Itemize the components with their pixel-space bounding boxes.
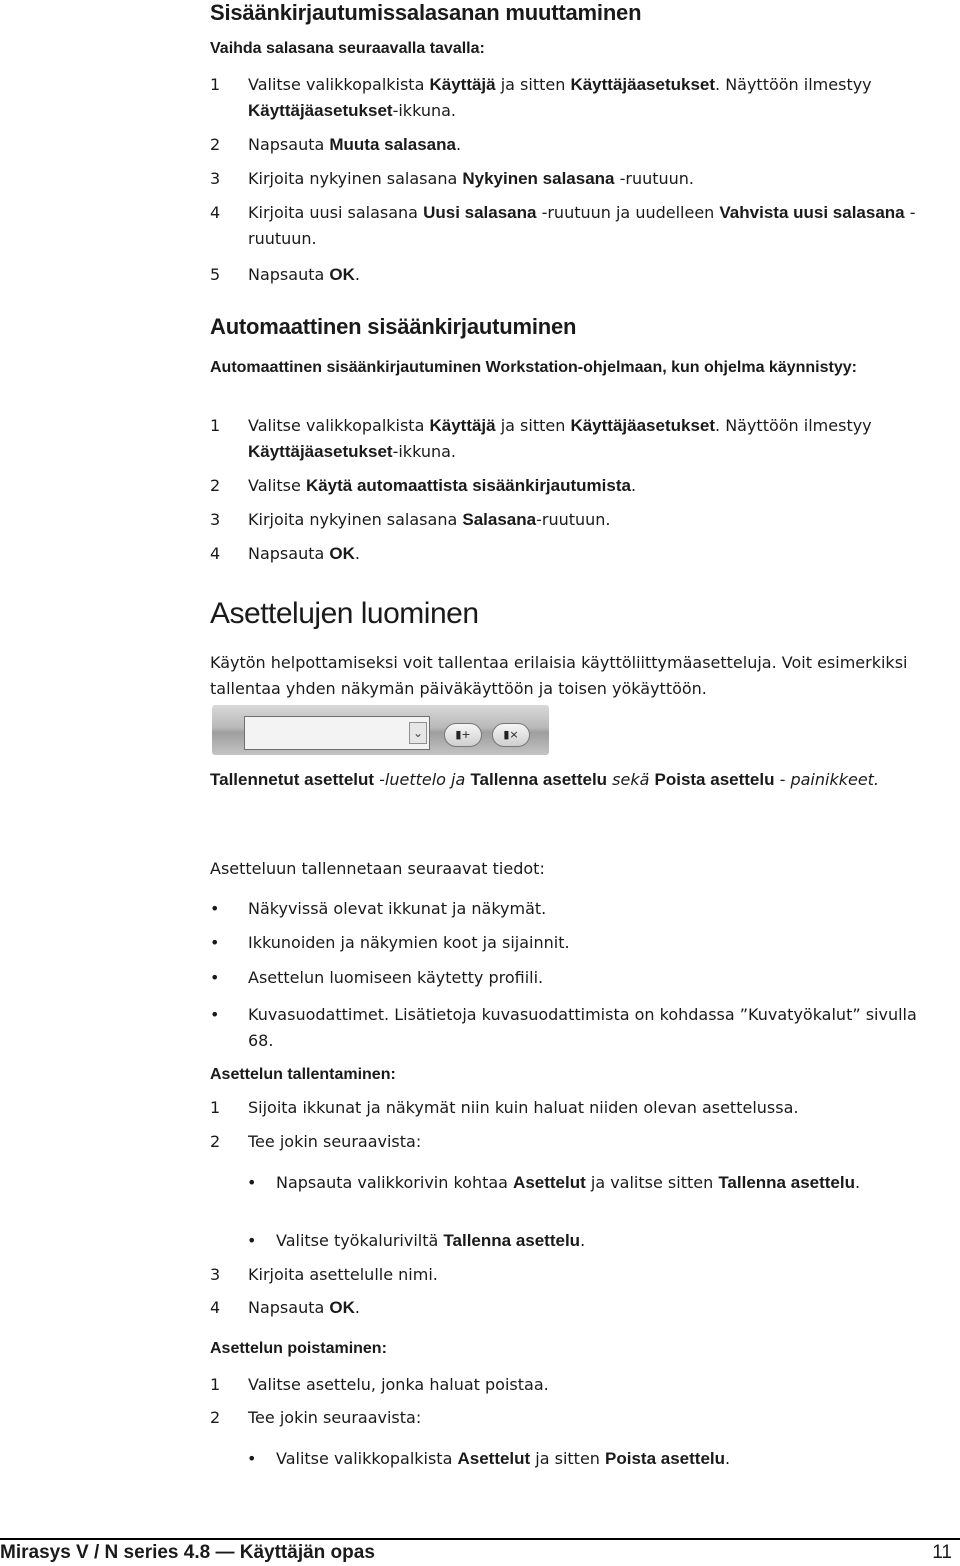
step-number: 1 bbox=[210, 1098, 221, 1117]
text-run: Kirjoita uusi salasana bbox=[248, 203, 424, 222]
text-run: -ikkuna. bbox=[392, 442, 457, 461]
text-run: OK bbox=[329, 544, 355, 563]
text-run: OK bbox=[329, 1298, 355, 1317]
text-run: Valitse työkaluriviltä bbox=[276, 1231, 444, 1250]
step-text bbox=[248, 1262, 935, 1288]
step-text bbox=[248, 1295, 935, 1321]
layouts-intro: Käytön helpottamiseksi voit tallentaa erilaisia käyttöliittymäasetteluja. Voit esimerkiksi tallentaa yhden näkymän päiväkäyttöön ja toisen yökäyttöön. bbox=[210, 653, 908, 698]
numbered-step bbox=[210, 72, 935, 124]
bullet-item bbox=[210, 1228, 935, 1254]
step-number: 4 bbox=[210, 1298, 221, 1317]
toolbar-caption bbox=[210, 767, 935, 793]
step-number: 5 bbox=[210, 265, 221, 284]
footer-rule bbox=[0, 1538, 960, 1540]
step-number: 2 bbox=[210, 1408, 221, 1427]
auto-intro: Automaattinen sisäänkirjautuminen Workstation-ohjelmaan, kun ohjelma käynnistyy: bbox=[210, 359, 857, 376]
text-run: Nykyinen salasana bbox=[462, 169, 615, 188]
step-text bbox=[248, 132, 935, 158]
step-text: Tee jokin seuraavista: bbox=[248, 1408, 422, 1427]
numbered-step bbox=[210, 166, 935, 192]
section-title-auto: Automaattinen sisäänkirjautuminen bbox=[210, 314, 577, 339]
text-run: Napsauta bbox=[248, 135, 330, 154]
numbered-step bbox=[210, 1262, 935, 1288]
text-run: ja valitse sitten bbox=[585, 1173, 719, 1192]
step-text bbox=[248, 413, 935, 465]
save-layout-button[interactable] bbox=[444, 723, 482, 747]
text-run: Käyttäjäasetukset bbox=[570, 75, 716, 94]
bullet-icon: • bbox=[210, 968, 220, 987]
numbered-step bbox=[210, 473, 935, 499]
text-run: Valitse valikkopalkista bbox=[248, 75, 430, 94]
text-run: . bbox=[630, 476, 637, 495]
text-run: Käyttäjäasetukset bbox=[248, 101, 393, 120]
text-run: . bbox=[354, 544, 360, 563]
text-run: Muuta salasana bbox=[329, 135, 456, 154]
bullet-text: Kuvasuodattimet. Lisätietoja kuvasuodattimista on kohdassa ”Kuvatyökalut” sivulla 68. bbox=[248, 1005, 917, 1050]
text-run: Käytä automaattista sisäänkirjautumista bbox=[305, 476, 631, 495]
text-run: Napsauta bbox=[248, 265, 330, 284]
numbered-step bbox=[210, 1095, 935, 1121]
text-run: Käyttäjä bbox=[429, 416, 496, 435]
text-run: Valitse valikkopalkista bbox=[276, 1449, 458, 1468]
text-run: . bbox=[354, 1298, 360, 1317]
page-number: 11 bbox=[932, 1542, 952, 1563]
text-run: -ruutuun. bbox=[248, 203, 916, 248]
delete-layout-icon: ▮× bbox=[503, 728, 519, 741]
step-number: 1 bbox=[210, 1375, 221, 1394]
numbered-step bbox=[210, 1295, 935, 1321]
step-number: 4 bbox=[210, 544, 221, 563]
saves-intro: Asetteluun tallennetaan seuraavat tiedot: bbox=[210, 859, 545, 878]
save-layout-icon: ▮+ bbox=[455, 728, 471, 741]
text-run: Asettelut bbox=[513, 1173, 586, 1192]
text-run: Poista asettelu bbox=[654, 770, 775, 789]
text-run: . bbox=[354, 265, 360, 284]
page-footer bbox=[0, 1538, 960, 1566]
step-text bbox=[248, 72, 935, 124]
text-run: Tallenna asettelu bbox=[718, 1173, 855, 1192]
text-run: - bbox=[374, 770, 385, 789]
footer-title: Mirasys V / N series 4.8 — Käyttäjän opas bbox=[0, 1542, 375, 1563]
bullet-text bbox=[276, 1446, 935, 1472]
text-run: Tallennetut asettelut bbox=[210, 770, 375, 789]
bullet-icon: • bbox=[210, 1005, 220, 1024]
text-run: sekä bbox=[607, 770, 655, 789]
text-run: Poista asettelu bbox=[605, 1449, 726, 1468]
step-number: 2 bbox=[210, 135, 221, 154]
text-run: Tallenna asettelu bbox=[470, 770, 608, 789]
text-run: - painikkeet. bbox=[774, 770, 880, 789]
step-number: 3 bbox=[210, 510, 221, 529]
text-run: . bbox=[455, 135, 462, 154]
text-run: ja sitten bbox=[530, 1449, 606, 1468]
text-run: Napsauta bbox=[248, 1298, 330, 1317]
numbered-step bbox=[210, 1129, 935, 1155]
step-number: 3 bbox=[210, 1265, 221, 1284]
text-run: Valitse bbox=[248, 476, 306, 495]
password-intro: Vaihda salasana seuraavalla tavalla: bbox=[210, 40, 485, 57]
text-run: Kirjoita nykyinen salasana bbox=[248, 169, 463, 188]
bullet-item bbox=[210, 930, 935, 956]
step-text: Valitse asettelu, jonka haluat poistaa. bbox=[248, 1375, 549, 1394]
text-run: ja sitten bbox=[495, 416, 571, 435]
text-run: Valitse valikkopalkista bbox=[248, 416, 430, 435]
layout-toolbar bbox=[212, 705, 549, 755]
saved-layouts-dropdown[interactable] bbox=[244, 716, 430, 750]
text-run: luettelo ja bbox=[384, 770, 471, 789]
text-run: -ikkuna. bbox=[392, 101, 457, 120]
numbered-step bbox=[210, 507, 935, 533]
bullet-text: Ikkunoiden ja näkymien koot ja sijainnit. bbox=[248, 933, 570, 952]
numbered-step bbox=[210, 413, 935, 465]
bullet-text bbox=[276, 1228, 935, 1254]
step-number: 1 bbox=[210, 75, 221, 94]
step-text: Sijoita ikkunat ja näkymät niin kuin haluat niiden olevan asettelussa. bbox=[248, 1098, 799, 1117]
text-run: ja sitten bbox=[495, 75, 571, 94]
step-text bbox=[248, 541, 935, 567]
step-number: 3 bbox=[210, 169, 221, 188]
step-text bbox=[248, 262, 935, 288]
step-number: 1 bbox=[210, 416, 221, 435]
text-run: Salasana bbox=[462, 510, 537, 529]
text-run: Tallenna asettelu bbox=[443, 1231, 581, 1250]
text-run: Kirjoita asettelulle nimi. bbox=[248, 1265, 438, 1284]
text-run: -ruutuun ja uudelleen bbox=[536, 203, 720, 222]
bullet-text: Näkyvissä olevat ikkunat ja näkymät. bbox=[248, 899, 547, 918]
bullet-icon: • bbox=[247, 1449, 257, 1468]
bullet-icon: • bbox=[247, 1173, 257, 1192]
text-run: . Näyttöön ilmestyy bbox=[715, 75, 872, 94]
chevron-down-icon[interactable]: ⌄ bbox=[409, 722, 427, 744]
section-title-layouts: Asettelujen luominen bbox=[210, 597, 479, 630]
text-run: OK bbox=[329, 265, 355, 284]
bullet-item bbox=[210, 896, 935, 922]
bullet-item bbox=[210, 1002, 935, 1054]
text-run: . bbox=[725, 1449, 731, 1468]
step-text bbox=[248, 166, 935, 192]
bullet-text bbox=[276, 1170, 935, 1196]
delete-heading: Asettelun poistaminen: bbox=[210, 1340, 387, 1357]
bullet-icon: • bbox=[210, 933, 220, 952]
text-run: Kirjoita nykyinen salasana bbox=[248, 510, 463, 529]
step-number: 2 bbox=[210, 1132, 221, 1151]
step-number: 2 bbox=[210, 476, 221, 495]
text-run: . bbox=[855, 1173, 861, 1192]
text-run: -ruutuun. bbox=[614, 169, 695, 188]
step-text bbox=[248, 200, 935, 252]
section-title-password: Sisäänkirjautumissalasanan muuttaminen bbox=[210, 0, 642, 25]
bullet-text: Asettelun luomiseen käytetty profiili. bbox=[248, 968, 544, 987]
bullet-icon: • bbox=[247, 1231, 257, 1250]
delete-layout-button[interactable] bbox=[492, 723, 530, 747]
step-text: Tee jokin seuraavista: bbox=[248, 1132, 422, 1151]
numbered-step bbox=[210, 132, 935, 158]
text-run: Vahvista uusi salasana bbox=[719, 203, 905, 222]
text-run: Käyttäjä bbox=[429, 75, 496, 94]
text-run: Napsauta valikkorivin kohtaa bbox=[276, 1173, 514, 1192]
numbered-step bbox=[210, 262, 935, 288]
step-text bbox=[248, 507, 935, 533]
text-run: . Näyttöön ilmestyy bbox=[715, 416, 872, 435]
text-run: Asettelut bbox=[457, 1449, 531, 1468]
bullet-item bbox=[210, 1170, 935, 1196]
numbered-step bbox=[210, 1405, 935, 1431]
step-text bbox=[248, 473, 935, 499]
text-run: Käyttäjäasetukset bbox=[248, 442, 393, 461]
numbered-step bbox=[210, 200, 935, 252]
bullet-item bbox=[210, 965, 935, 991]
text-run: Käyttäjäasetukset bbox=[570, 416, 716, 435]
text-run: -ruutuun. bbox=[536, 510, 611, 529]
save-heading: Asettelun tallentaminen: bbox=[210, 1066, 396, 1083]
numbered-step bbox=[210, 541, 935, 567]
text-run: Napsauta bbox=[248, 544, 330, 563]
bullet-icon: • bbox=[210, 899, 220, 918]
step-number: 4 bbox=[210, 203, 221, 222]
text-run: Uusi salasana bbox=[423, 203, 537, 222]
numbered-step bbox=[210, 1372, 935, 1398]
bullet-item bbox=[210, 1446, 935, 1472]
text-run: . bbox=[580, 1231, 586, 1250]
